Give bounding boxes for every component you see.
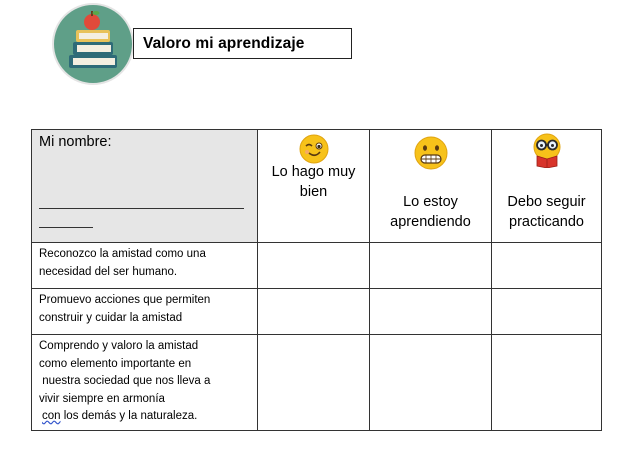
header-lo-hago-muy-bien <box>258 130 370 243</box>
criterion-cell: Reconozco la amistad como una necesidad del ser humano. <box>32 243 258 289</box>
checkbox-cell-lo-hago-muy-bien[interactable] <box>258 335 370 431</box>
table-row <box>32 289 602 335</box>
nerd-reading-icon <box>531 132 563 168</box>
criterion-cell: Promuevo acciones que permiten construir y cuidar la amistad <box>32 289 258 335</box>
checkbox-cell-debo-seguir-practicando[interactable] <box>492 335 602 431</box>
page-title: Valoro mi aprendizaje <box>143 34 305 52</box>
checkbox-cell-lo-hago-muy-bien[interactable] <box>258 243 370 289</box>
table-row <box>32 243 602 289</box>
winking-face-icon <box>298 133 330 165</box>
title-box <box>133 28 352 59</box>
criterion-cell: Comprendo y valoro la amistad como elemento importante en nuestra sociedad que nos lleva a vivir siempre en armonía con los demás y la naturaleza. <box>32 335 258 431</box>
table-row <box>32 335 602 431</box>
header-text: Debo seguir practicando <box>507 194 586 230</box>
name-line <box>39 208 244 209</box>
checkbox-cell-lo-hago-muy-bien[interactable] <box>258 289 370 335</box>
self-assessment-table <box>31 129 602 431</box>
header-text: Lo hago muy bien <box>271 164 356 200</box>
name-cell[interactable] <box>32 130 258 243</box>
checkbox-cell-lo-estoy-aprendiendo[interactable] <box>370 289 492 335</box>
checkbox-cell-debo-seguir-practicando[interactable] <box>492 243 602 289</box>
table-header-row <box>32 130 602 243</box>
checkbox-cell-lo-estoy-aprendiendo[interactable] <box>370 243 492 289</box>
header-text: Lo estoy aprendiendo <box>390 194 471 230</box>
name-line-continuation <box>39 227 93 228</box>
checkbox-cell-lo-estoy-aprendiendo[interactable] <box>370 335 492 431</box>
grimacing-face-icon <box>413 135 449 171</box>
header-debo-seguir-practicando <box>492 130 602 243</box>
checkbox-cell-debo-seguir-practicando[interactable] <box>492 289 602 335</box>
name-label: Mi nombre: <box>39 134 112 150</box>
header-lo-estoy-aprendiendo <box>370 130 492 243</box>
books-apple-icon <box>54 5 132 83</box>
logo <box>52 3 134 85</box>
